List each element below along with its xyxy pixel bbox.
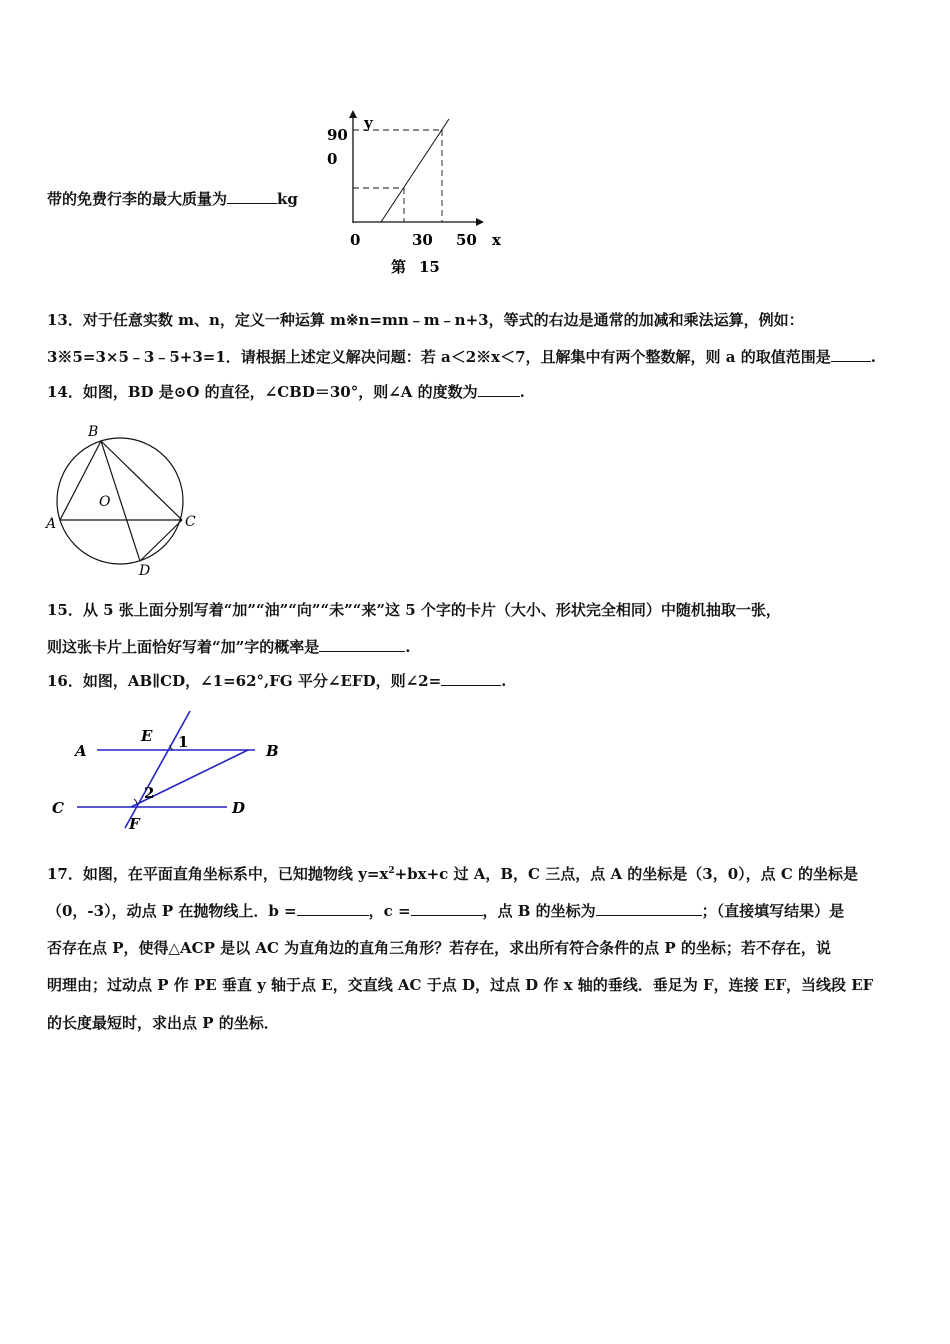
q17-line4: 明理由；过动点 P 作 PE 垂直 y 轴于点 E，交直线 AC 于点 D，过点 D 作 x 轴的垂线．垂足为 F，连接 EF，当线段 EF	[47, 976, 874, 994]
x-tick-30: 30	[412, 231, 433, 249]
q13-line1: 13．对于任意实数 m、n，定义一种运算 m※n=mn﹣m﹣n+3，等式的右边是通常的加减和乘法运算，例如：	[47, 311, 804, 329]
caption-15: 15	[419, 258, 440, 276]
caption-di: 第	[391, 258, 407, 276]
q12-answer-blank[interactable]	[227, 189, 277, 204]
graph-line	[381, 119, 449, 222]
q14-answer-blank[interactable]	[478, 382, 520, 397]
label-b: B	[88, 424, 99, 440]
q17-line2: （0，-3），动点 P 在抛物线上．b = ，c = ，点 B 的坐标为 ；（直接填写结果）是	[47, 902, 845, 920]
label-c: C	[185, 514, 196, 530]
x-axis-label: x	[492, 231, 501, 249]
y-tick-90: 90	[327, 126, 348, 144]
line-ef	[125, 711, 190, 828]
q13-answer-blank[interactable]	[831, 347, 871, 362]
circle-figure-14	[42, 420, 202, 580]
q17-b-point-blank[interactable]	[596, 901, 702, 916]
q14-text: 14．如图，BD 是⊙O 的直径，∠CBD＝30°，则∠A 的度数为 .	[47, 383, 525, 401]
y-tick-sub: 0	[327, 150, 338, 168]
y-axis-label: y	[364, 114, 373, 132]
q15-line2: 则这张卡片上面恰好写着“加”字的概率是 .	[47, 638, 411, 656]
origin-label: 0	[350, 231, 361, 249]
q15-line1: 15．从 5 张上面分别写着“加”“油”“向”“未”“来”这 5 个字的卡片（大小、形状完全相同）中随机抽取一张，	[47, 601, 781, 619]
q17-b-blank[interactable]	[297, 901, 369, 916]
x-axis-arrow	[476, 218, 484, 226]
q16-answer-blank[interactable]	[441, 671, 501, 686]
q17-line3: 否存在点 P，使得△ACP 是以 AC 为直角边的直角三角形？若存在，求出所有符合条件的点 P 的坐标；若不存在，说	[47, 939, 831, 957]
q17-line1: 17．如图，在平面直角坐标系中，已知抛物线 $y=x^2+bx+c$ 过 A，B，C 三点，点 A 的坐标是（3，0），点 C 的坐标是	[47, 865, 859, 883]
q16-text: 16．如图，AB∥CD，∠1=62°,FG 平分∠EFD，则∠2= .	[47, 672, 507, 690]
segment-ab	[60, 441, 101, 520]
y-axis-arrow	[349, 110, 357, 118]
label-angle-2: 2	[144, 784, 155, 802]
q17-line5: 的长度最短时，求出点 P 的坐标．	[47, 1014, 279, 1032]
label-c: C	[52, 799, 64, 817]
label-a: A	[75, 742, 87, 760]
label-b: B	[266, 742, 279, 760]
label-angle-1: 1	[178, 733, 189, 751]
q15-answer-blank[interactable]	[319, 637, 405, 652]
segment-bc	[101, 441, 182, 520]
parallel-lines-figure-16	[45, 705, 295, 845]
graph-figure-15	[318, 108, 518, 278]
label-a: A	[46, 516, 57, 532]
label-d: D	[139, 563, 151, 579]
segment-cd	[140, 520, 182, 561]
q12-tail-text: 带的免费行李的最大质量为 kg	[47, 190, 298, 208]
label-o: O	[99, 494, 111, 510]
label-d: D	[232, 799, 246, 817]
x-tick-50: 50	[456, 231, 477, 249]
label-e: E	[141, 727, 153, 745]
q13-line2: 3※5=3×5﹣3﹣5+3=1．请根据上述定义解决问题：若 a＜2※x＜7，且解集中有两个整数解，则 a 的取值范围是 .	[47, 348, 876, 366]
q17-c-blank[interactable]	[411, 901, 483, 916]
angle-2-arc	[134, 799, 137, 804]
label-f: F	[129, 815, 140, 833]
